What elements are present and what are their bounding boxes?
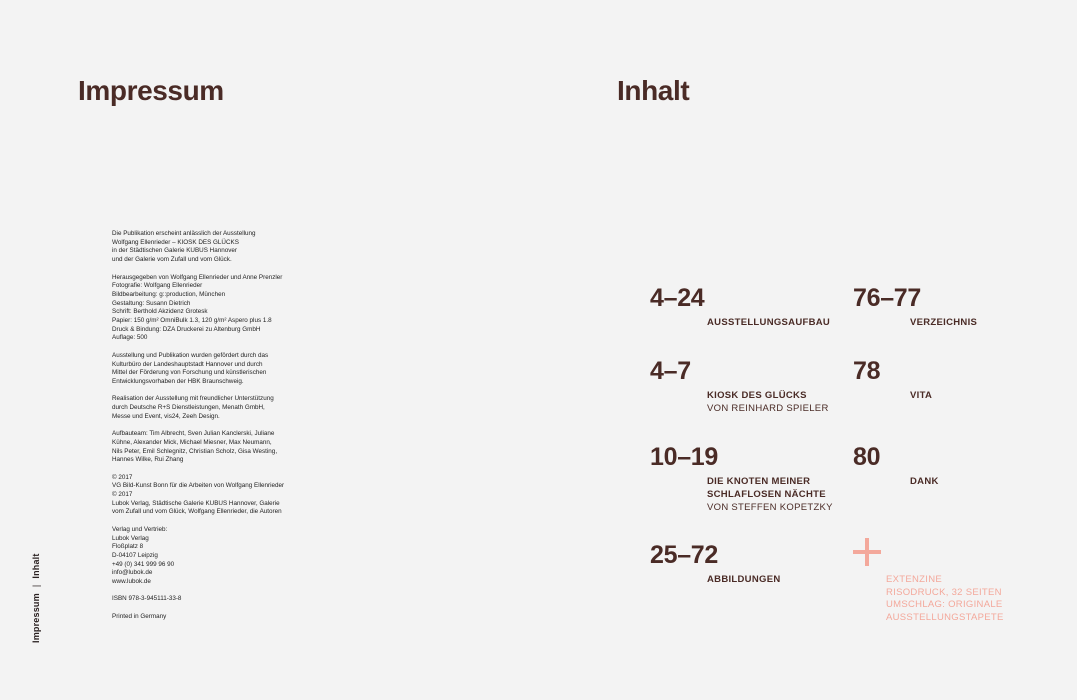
colophon-line: Verlag und Vertrieb:	[112, 525, 168, 533]
colophon-line: Wolfgang Ellenrieder – KIOSK DES GLÜCKS	[112, 238, 239, 246]
colophon-line: Fotografie: Wolfgang Ellenrieder	[112, 282, 203, 290]
colophon-line: Aufbauteam: Tim Albrecht, Sven Julian Kanclerski, Juliane	[112, 430, 275, 438]
colophon-line: und der Galerie vom Zufall und vom Glück.	[112, 256, 232, 264]
toc-entry-text	[707, 389, 829, 415]
colophon-line: Lubok Verlag, Städtische Galerie KUBUS Hannover, Galerie	[112, 499, 280, 507]
toc-page-range: 76–77	[853, 284, 922, 312]
side-label-inhalt: Inhalt	[31, 553, 41, 579]
colophon-line: Entwicklungsvorhaben der HBK Braunschweig.	[112, 377, 244, 385]
toc-page-range: 25–72	[650, 541, 719, 569]
toc-entry-title: KIOSK DES GLÜCKS	[707, 390, 807, 401]
colophon-line: Kühne, Alexander Mick, Michael Miesner, Max Neumann,	[112, 438, 272, 446]
colophon-line: Druck & Bindung: DZA Druckerei zu Altenburg GmbH	[112, 325, 261, 333]
impressum-title: Impressum	[78, 75, 224, 106]
colophon-line: Messe und Event, vis24, Zeeh Design.	[112, 412, 220, 420]
colophon-paragraph	[112, 352, 312, 387]
extenzine-line: AUSSTELLUNGSTAPETE	[886, 611, 1004, 623]
toc-entry-title: DIE KNOTEN MEINER	[707, 476, 811, 487]
colophon-paragraph	[112, 613, 312, 622]
colophon-line: durch Deutsche R+S Dienstleistungen, Menath GmbH,	[112, 404, 265, 412]
colophon-paragraph	[112, 474, 312, 518]
toc-entry-text	[707, 573, 781, 586]
colophon-line: Herausgegeben von Wolfgang Ellenrieder und Anne Prenzler	[112, 273, 283, 281]
colophon-line: Schrift: Berthold Akzidenz Grotesk	[112, 308, 208, 316]
colophon-line: Ausstellung und Publikation wurden gefördert durch das	[112, 351, 269, 359]
colophon-paragraph	[112, 430, 312, 465]
toc-entry-author: VON REINHARD SPIELER	[707, 403, 829, 414]
side-label-impressum: Impressum	[31, 593, 41, 643]
toc-entry-text	[910, 316, 977, 329]
toc-entry-title: DANK	[910, 476, 939, 487]
colophon-line: vom Zufall und vom Glück, Wolfgang Ellenrieder, die Autoren	[112, 508, 282, 516]
colophon-paragraph	[112, 230, 312, 265]
colophon-paragraph	[112, 395, 312, 421]
toc-entry-title: VERZEICHNIS	[910, 317, 978, 328]
toc-entry-text	[910, 475, 939, 488]
colophon-line: Papier: 150 g/m² OmniBulk 1.3, 120 g/m² Aspero plus 1.8	[112, 317, 272, 325]
toc-entry-text	[910, 389, 932, 402]
plus-icon	[853, 538, 881, 566]
toc-entry-text	[707, 475, 833, 514]
toc-entry-title: ABBILDUNGEN	[707, 574, 781, 585]
colophon-line: Die Publikation erscheint anlässlich der Ausstellung	[112, 230, 256, 237]
toc-entry-title: AUSSTELLUNGSAUFBAU	[707, 317, 831, 328]
side-running-head	[31, 553, 41, 643]
toc-page-range: 10–19	[650, 443, 719, 471]
toc-page-range: 80	[853, 443, 881, 471]
colophon-line: +49 (0) 341 999 96 90	[112, 560, 175, 568]
colophon-line: ISBN 978-3-945111-33-8	[112, 595, 182, 603]
colophon-line: in der Städtischen Galerie KUBUS Hannover	[112, 247, 237, 255]
toc-entry-text	[707, 316, 830, 329]
colophon-line: Nils Peter, Emil Schlegnitz, Christian Scholz, Gisa Westing,	[112, 447, 278, 455]
toc-entry-author: VON STEFFEN KOPETZKY	[707, 502, 833, 513]
colophon-line: info@lubok.de	[112, 569, 153, 577]
colophon-paragraph	[112, 595, 312, 604]
extenzine-line: UMSCHLAG: ORIGINALE	[886, 599, 1003, 610]
extenzine-line: EXTENZINE	[886, 574, 943, 585]
colophon-line: Auflage: 500	[112, 334, 148, 342]
colophon-line: © 2017	[112, 473, 133, 481]
extenzine-line: RISODRUCK, 32 SEITEN	[886, 586, 1002, 598]
colophon-line: Gestaltung: Susann Dietrich	[112, 299, 191, 307]
toc-entry-title: VITA	[910, 390, 933, 401]
colophon-paragraph	[112, 526, 312, 587]
colophon-paragraph	[112, 274, 312, 344]
toc-entry-title-line2: SCHLAFLOSEN NÄCHTE	[707, 489, 826, 500]
colophon-line: VG Bild-Kunst Bonn für die Arbeiten von Wolfgang Ellenrieder	[112, 482, 285, 490]
colophon-text	[112, 230, 312, 630]
toc-page-range: 4–7	[650, 357, 691, 385]
colophon-line: Floßplatz 8	[112, 543, 144, 551]
colophon-line: www.lubok.de	[112, 578, 151, 586]
toc-page-range: 78	[853, 357, 881, 385]
colophon-line: Lubok Verlag	[112, 534, 149, 542]
colophon-line: Realisation der Ausstellung mit freundlicher Unterstützung	[112, 395, 274, 403]
colophon-line: Bildbearbeitung: g::production, München	[112, 290, 226, 298]
extenzine-note	[886, 574, 1004, 624]
colophon-line: Mittel der Förderung von Forschung und künstlerischen	[112, 369, 267, 377]
colophon-line: Hannes Wilke, Rui Zhang	[112, 456, 184, 464]
side-label-separator: |	[31, 584, 41, 588]
toc-page-range: 4–24	[650, 284, 705, 312]
colophon-line: D-04107 Leipzig	[112, 551, 158, 559]
colophon-line: © 2017	[112, 491, 133, 499]
colophon-line: Printed in Germany	[112, 612, 167, 620]
colophon-line: Kulturbüro der Landeshauptstadt Hannover und durch	[112, 360, 263, 368]
inhalt-title: Inhalt	[617, 75, 690, 106]
